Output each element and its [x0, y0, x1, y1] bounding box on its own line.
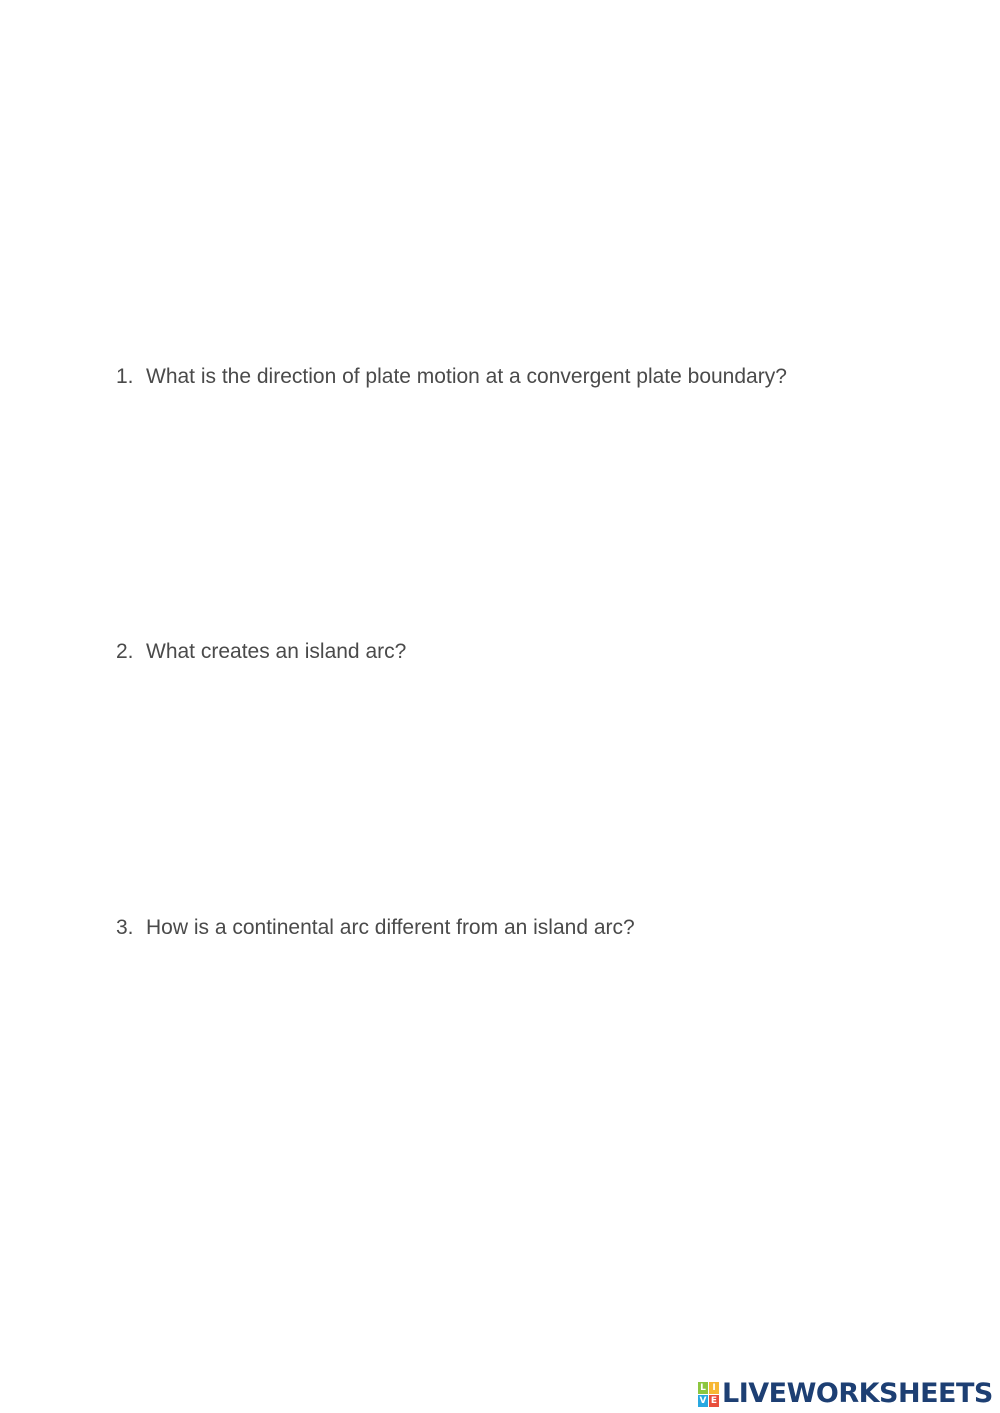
- question-text: How is a continental arc different from an island arc?: [146, 916, 635, 939]
- question-1: [116, 364, 787, 390]
- logo-mark-letter: L: [698, 1382, 708, 1394]
- question-number: 1.: [116, 365, 134, 388]
- logo-mark-icon: [698, 1382, 719, 1407]
- question-2: [116, 639, 406, 665]
- question-number: 2.: [116, 640, 134, 663]
- logo-text: LIVEWORKSHEETS: [722, 1378, 993, 1409]
- logo-mark-letter: I: [709, 1382, 719, 1394]
- logo-mark-letter: E: [710, 1395, 718, 1406]
- liveworksheets-logo: [698, 1377, 993, 1411]
- logo-mark-letter: V: [699, 1395, 707, 1406]
- question-3: [116, 915, 635, 941]
- question-text: What creates an island arc?: [146, 640, 407, 663]
- question-number: 3.: [116, 916, 134, 939]
- question-text: What is the direction of plate motion at a convergent plate boundary?: [146, 365, 787, 388]
